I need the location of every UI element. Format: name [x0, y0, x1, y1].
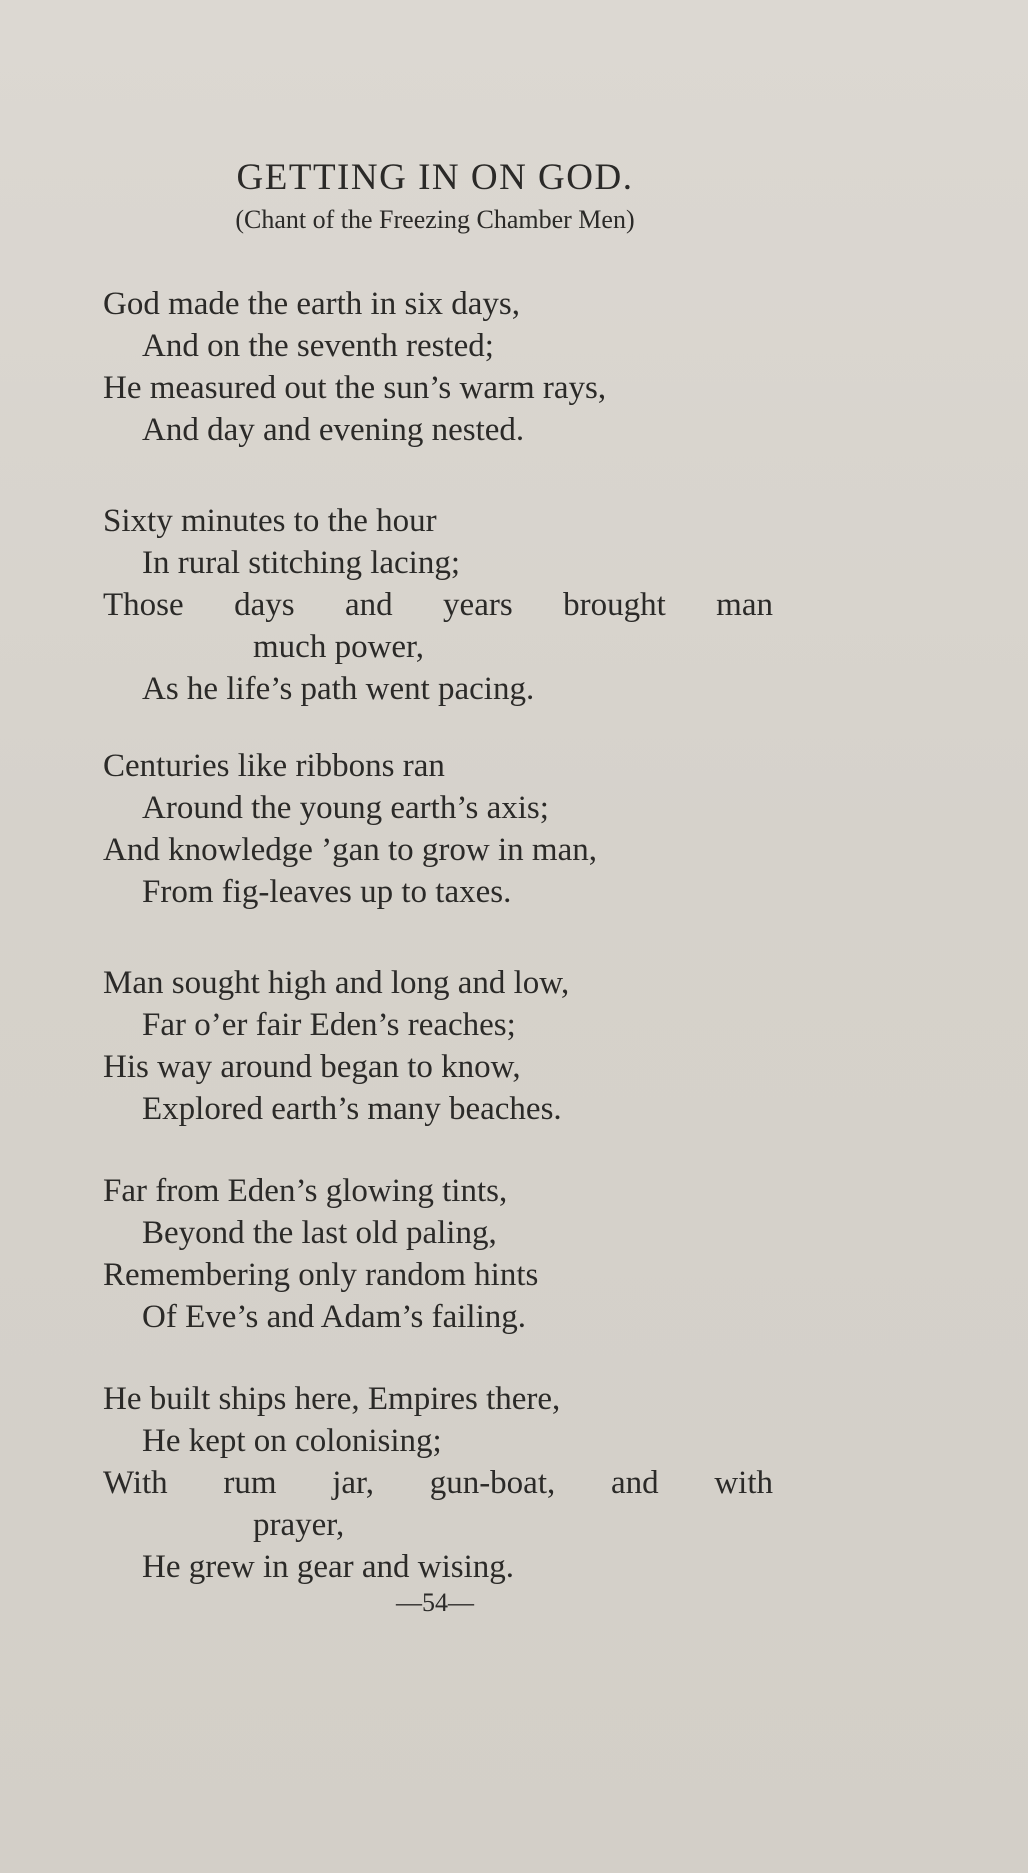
verse-line: With rum jar, gun-boat, and with: [103, 1465, 773, 1501]
verse-line: Far from Eden’s glowing tints,: [103, 1173, 508, 1209]
verse-line: Explored earth’s many beaches.: [142, 1091, 562, 1127]
page-number: —54—: [396, 1588, 474, 1617]
verse-line: Around the young earth’s axis;: [142, 790, 549, 826]
verse-line: Far o’er fair Eden’s reaches;: [142, 1007, 516, 1043]
poem-subtitle: (Chant of the Freezing Chamber Men): [235, 205, 635, 234]
verse-line-continuation: much power,: [253, 629, 424, 665]
verse-line: God made the earth in six days,: [103, 286, 520, 322]
stanza-1: [103, 283, 803, 451]
verse-line: And on the seventh rested;: [142, 328, 494, 364]
stanza-6: [103, 1378, 803, 1588]
verse-line: Beyond the last old paling,: [142, 1215, 497, 1251]
verse-line: And knowledge ’gan to grow in man,: [103, 832, 597, 868]
verse-line: He built ships here, Empires there,: [103, 1381, 561, 1417]
verse-line: Centuries like ribbons ran: [103, 748, 445, 784]
verse-line: Man sought high and long and low,: [103, 965, 570, 1001]
verse-line: He kept on colonising;: [142, 1423, 442, 1459]
verse-line: From fig-leaves up to taxes.: [142, 874, 512, 910]
verse-line: He measured out the sun’s warm rays,: [103, 370, 607, 406]
verse-line: Remembering only random hints: [103, 1257, 539, 1293]
verse-line: Sixty minutes to the hour: [103, 503, 437, 539]
verse-line: In rural stitching lacing;: [142, 545, 460, 581]
stanza-3: [103, 745, 803, 913]
verse-line: He grew in gear and wising.: [142, 1549, 515, 1585]
verse-line: And day and evening nested.: [142, 412, 525, 448]
verse-line-continuation: prayer,: [253, 1507, 345, 1543]
verse-line: As he life’s path went pacing.: [142, 671, 535, 707]
stanza-5: [103, 1170, 803, 1338]
verse-line: His way around began to know,: [103, 1049, 521, 1085]
poem-title: GETTING IN ON GOD.: [236, 157, 634, 198]
stanza-2: [103, 500, 803, 710]
stanza-4: [103, 962, 803, 1130]
verse-line: Those days and years brought man: [103, 587, 773, 623]
verse-line: Of Eve’s and Adam’s failing.: [142, 1299, 527, 1335]
